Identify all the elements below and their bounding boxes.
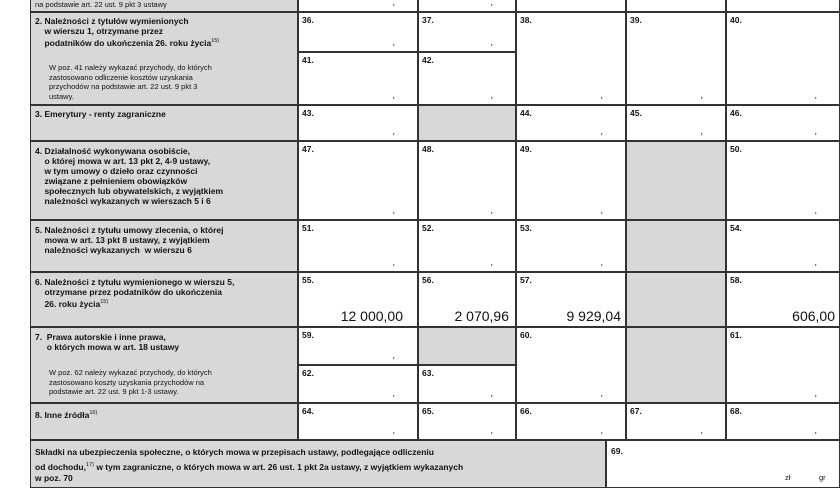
field-33-cell[interactable] [516, 0, 626, 12]
field-52[interactable]: 52. , [418, 220, 516, 272]
field-37[interactable]: 37. , [418, 12, 516, 52]
field-57-value: 9 929,04 [566, 308, 621, 324]
field-blank-r6 [626, 272, 726, 327]
field-51[interactable]: 51. , [298, 220, 418, 272]
field-48[interactable]: 48. , [418, 141, 516, 220]
field-49[interactable]: 49. , [516, 141, 626, 220]
row4-label-cell [30, 141, 298, 220]
field-56[interactable]: 56. 2 070,96 [418, 272, 516, 327]
row8-label: 8. Inne źródła$^{16)}$ [35, 409, 98, 420]
row6-label: 6. Należności z tytułu wymienionego w wierszu 5, otrzymane przez podatników do ukończenia 26. roku życia$^{15)}$ [35, 277, 235, 309]
currency-zl-label: zł [785, 473, 791, 482]
field-34-cell[interactable]: , [418, 0, 516, 12]
field-65[interactable]: 65. , [418, 403, 516, 440]
field-68[interactable]: 68. , [726, 403, 840, 440]
field-35-cell[interactable]: , [298, 0, 418, 12]
contrib-line1: Składki na ubezpieczenia społeczne, o których mowa w przepisach ustawy, podlegające odliczeniu [35, 447, 434, 457]
field-54[interactable]: 54. , [726, 220, 840, 272]
field-43[interactable]: 43. , [298, 105, 418, 141]
field-46[interactable]: 46. , [726, 105, 840, 141]
contrib-line3: w poz. 70 [35, 473, 73, 483]
row2-note: W poz. 41 należy wykazać przychody, do których zastosowano odliczenie kosztów uzyskania przychodów na podstawie art. 22 ust. 9 pkt 3 ustawy. [49, 63, 212, 101]
field-67[interactable]: 67. , [626, 403, 726, 440]
field-61[interactable]: 61. , [726, 327, 840, 403]
field-31-cell[interactable] [726, 0, 840, 12]
contrib-line2: od dochodu,$^{17)}$ w tym zagraniczne, o których mowa w art. 26 ust. 1 pkt 2a ustawy, z wyjątkiem wykazanych [35, 461, 464, 472]
row2-label: 2. Należności z tytułów wymienionych w wierszu 1, otrzymane przez podatników do ukończenia 26. roku życia$^{15)}$ [35, 16, 220, 48]
field-44[interactable]: 44. , [516, 105, 626, 141]
row8-label-cell [30, 403, 298, 440]
row3-label: 3. Emerytury - renty zagraniczne [35, 109, 166, 119]
row5-label: 5. Należności z tytułu umowy zlecenia, o której mowa w art. 13 pkt 8 ustawy, z wyjątkiem należności wykazanych w wierszu 6 [35, 225, 224, 255]
field-blank-r4 [626, 141, 726, 220]
field-55[interactable]: 55. 12 000,00 [298, 272, 418, 327]
field-39[interactable]: 39. , [626, 12, 726, 105]
field-62[interactable]: 62. , [298, 365, 418, 403]
field-42[interactable]: 42. , [418, 52, 516, 105]
field-36[interactable]: 36. , [298, 12, 418, 52]
field-47[interactable]: 47. , [298, 141, 418, 220]
field-45[interactable]: 45. , [626, 105, 726, 141]
field-58[interactable]: 58. 606,00 [726, 272, 840, 327]
field-blank-r7 [418, 327, 516, 365]
field-50[interactable]: 50. , [726, 141, 840, 220]
currency-gr-label: gr [819, 473, 826, 482]
row5-label-cell [30, 220, 298, 272]
field-53[interactable]: 53. , [516, 220, 626, 272]
row7-label: 7. Prawa autorskie i inne prawa, o których mowa w art. 18 ustawy [35, 332, 180, 352]
field-blank-r7b [626, 327, 726, 403]
row3-label-cell [30, 105, 298, 141]
row6-label-cell [30, 272, 298, 327]
field-blank-r5 [626, 220, 726, 272]
row1-label-cell [30, 0, 298, 12]
field-blank-r3 [418, 105, 516, 141]
contributions-label-cell [30, 440, 606, 488]
field-57[interactable]: 57. 9 929,04 [516, 272, 626, 327]
field-64[interactable]: 64. , [298, 403, 418, 440]
field-56-value: 2 070,96 [454, 308, 509, 324]
field-32-cell[interactable] [626, 0, 726, 12]
row7-note: W poz. 62 należy wykazać przychody, do których zastosowano koszty uzyskania przychodów na podstawie art. 22 ust. 9 pkt 1-3 ustawy. [49, 368, 212, 396]
field-60[interactable]: 60. , [516, 327, 626, 403]
row1-note-tail: na podstawie art. 22 ust. 9 pkt 3 ustawy [35, 0, 167, 9]
row4-label: 4. Działalność wykonywana osobiście, o której mowa w art. 13 pkt 2, 4-9 ustawy, w tym umowy o dzieło oraz czynności związane z pełnieniem obowiązków społecznych lub obywatelskich, z wyjątkiem należności wykazanych w wierszach 5 i 6 [35, 146, 224, 206]
field-59[interactable]: 59. , [298, 327, 418, 365]
field-63[interactable]: 63. , [418, 365, 516, 403]
field-58-value: 606,00 [792, 308, 835, 324]
field-38[interactable]: 38. , [516, 12, 626, 105]
field-69[interactable]: 69. zł gr [606, 440, 840, 488]
row7-label-cell [30, 327, 298, 403]
field-41[interactable]: 41. , [298, 52, 418, 105]
field-55-value: 12 000,00 [340, 308, 403, 324]
field-40[interactable]: 40. , [726, 12, 840, 105]
row2-label-cell [30, 12, 298, 105]
field-66[interactable]: 66. , [516, 403, 626, 440]
